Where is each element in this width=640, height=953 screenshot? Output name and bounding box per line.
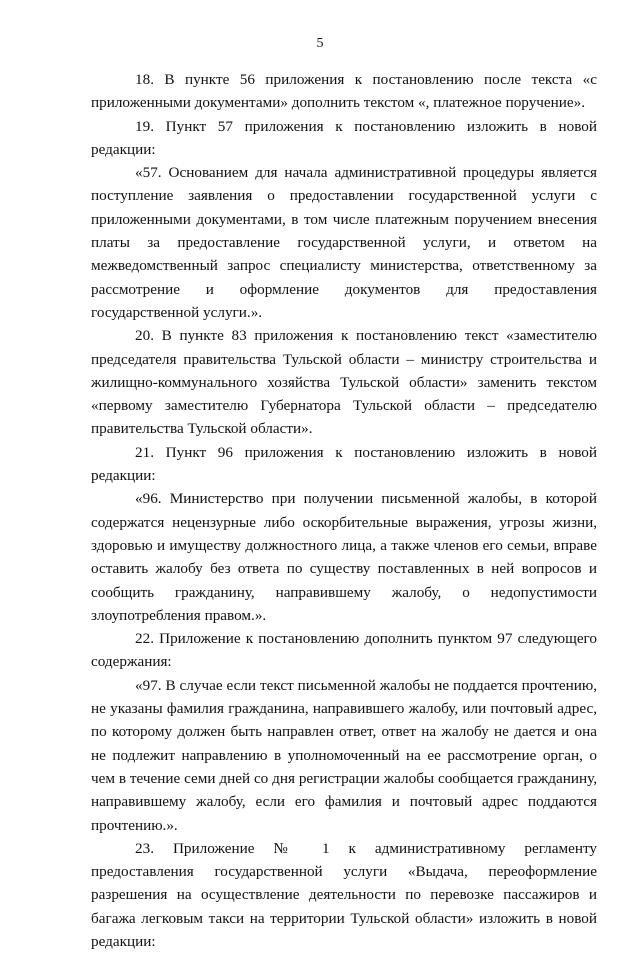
page-number: 5 [316, 36, 324, 51]
paragraph-18: 18. В пункте 56 приложения к постановлению после текста «с приложенными документами» дополнить текстом «, платежное поручение». [91, 71, 597, 112]
document-body [91, 68, 597, 953]
paragraph-21: 21. Пункт 96 приложения к постановлению изложить в новой редакции: [91, 443, 597, 485]
paragraph-20: 20. В пункте 83 приложения к постановлению текст «заместителю председателя правительства Тульской области – министру строительства и жилищно-коммунального хозяйства Тульской области» заменить текстом «первому заместителю Губернатора Тульской области – председателю правительства Тульской области». [91, 327, 597, 438]
paragraph-19-quote: «57. Основанием для начала административной процедуры является поступление заявления о предоставлении государственной услуги с приложенными документами, в том числе платежным поручением внесения платы за предоставление государственной услуги, и ответом на межведомственный запрос специалисту министерства, ответственному за рассмотрение и оформление документов для предоставления государственной услуги.». [91, 164, 597, 321]
paragraph-22: 22. Приложение к постановлению дополнить пунктом 97 следующего содержания: [91, 630, 597, 671]
paragraph-19: 19. Пункт 57 приложения к постановлению изложить в новой редакции: [91, 117, 597, 158]
paragraph-22-quote: «97. В случае если текст письменной жалобы не поддается прочтению, не указаны фамилия гражданина, направившего жалобу, или почтовый адрес, по которому должен быть направлен ответ, ответ на жалобу не дается и она не подлежит направлению в уполномоченный на ее рассмотрение орган, о чем в течение семи дней со дня регистрации жалобы сообщается гражданину, направившему жалобу, если его фамилия и почтовый адрес поддаются прочтению.». [91, 676, 597, 834]
paragraph-23: 23. Приложение № 1 к административному регламенту предоставления государственной услуги «Выдача, переоформление разрешения на осуществление деятельности по перевозке пассажиров и багажа легковым такси на территории Тульской области» изложить в новой редакции: [91, 839, 597, 950]
paragraph-21-quote: «96. Министерство при получении письменной жалобы, в которой содержатся нецензурные либо оскорбительные выражения, угрозы жизни, здоровью и имуществу должностного лица, а также членов его семьи, вправе оставить жалобу без ответа по существу поставленных в ней вопросов и сообщить гражданину, направившему жалобу, о недопустимости злоупотребления правом.». [91, 490, 597, 624]
